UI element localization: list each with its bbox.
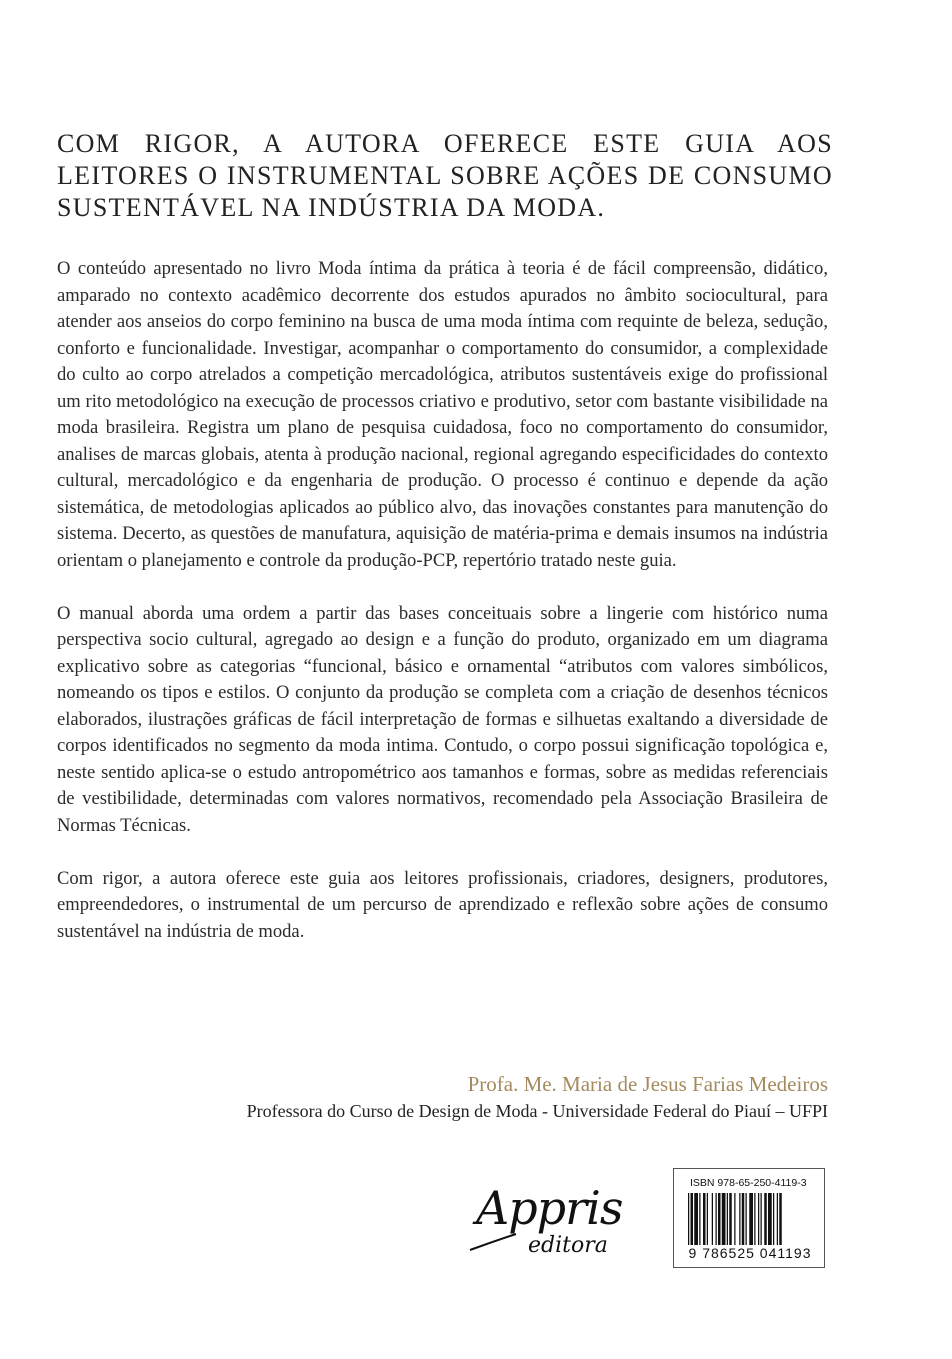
body-text xyxy=(57,256,828,972)
barcode-bar xyxy=(749,1193,753,1249)
headline: COM RIGOR, A AUTORA OFERECE ESTE GUIA AOS LEITORES O INSTRUMENTAL SOBRE AÇÕES DE CONSUMO SUSTENTÁVEL NA INDÚSTRIA DA MODA. xyxy=(57,129,833,222)
barcode-bar xyxy=(754,1193,755,1249)
barcode-bar xyxy=(694,1193,698,1249)
barcode-bar xyxy=(734,1193,735,1249)
author-name: Profa. Me. Maria de Jesus Farias Medeiros xyxy=(467,1072,828,1096)
barcode-bar xyxy=(761,1193,762,1249)
barcode-bar xyxy=(742,1193,745,1249)
paragraph: Com rigor, a autora oferece este guia aos leitores profissionais, criadores, designers, produtores, empreendedores, o instrumental de um percurso de aprendizado e reflexão sobre ações de consumo sustentável na indústria de moda. xyxy=(57,867,828,942)
barcode-bar xyxy=(773,1193,774,1249)
paragraph: O manual aborda uma ordem a partir das bases conceituais sobre a lingerie com histórico numa perspectiva socio cultural, agregado ao design e a função do produto, organizado em um diagrama explicativo sobre as categorias “funcional, básico e ornamental “atributos com valores simbólicos, nomeando os tipos e estilos. O conjunto da produção se completa com a criação de desenhos técnicos elaborados, ilustrações gráficas de fácil interpretação de formas e silhuetas exaltando a diversidade de corpos identificados no segmento da moda intima. Contudo, o corpo possui significação topológica e, neste sentido aplica-se o estudo antropométrico aos tamanhos e formas, sobre as medidas referenciais de vestibilidade, determinadas com valores normativos, recomendado pela Associação Brasileira de Normas Técnicas. xyxy=(57,602,828,836)
barcode-digits: 9 786525 041193 xyxy=(682,1245,818,1261)
publisher-sub: editora xyxy=(528,1233,608,1258)
barcode-bar xyxy=(699,1193,700,1249)
barcode-bar xyxy=(712,1193,713,1249)
barcode-bar xyxy=(703,1193,706,1249)
barcode-bar xyxy=(768,1193,772,1249)
barcode-box xyxy=(673,1168,825,1268)
paragraph: O conteúdo apresentado no livro Moda íntima da prática à teoria é de fácil compreensão, didático, amparado no contexto acadêmico decorrente dos estudos apurados no âmbito sociocultural, para atender aos anseios do corpo feminino na busca de uma moda íntima com requinte de beleza, sedução, conforto e funcionalidade. Investigar, acompanhar o comportamento do consumidor, a complexidade do culto ao corpo atrelados a competição mercadológica, atributos sustentáveis exige do profissional um rito metodológico na execução de processos criativo e produtivo, setor com bastante visibilidade na moda brasileira. Registra um plano de pesquisa cuidadosa, foco no comportamento do consumidor, analises de marcas globais, atenta à produção nacional, regional agregando especificidades do contexto cultural, mercadológico e da engenharia de produção. O processo é continuo e depende da ação sistemática, de metodologias aplicados ao público alvo, das inovações constantes para manutenção do sistema. Decerto, as questões de manufatura, aquisição de matéria-prima e demais insumos na indústria orientam o planejamento e controle da produção-PCP, repertório tratado neste guia. xyxy=(57,258,828,571)
barcode-bar xyxy=(729,1193,732,1249)
appris-logo-icon xyxy=(462,1172,642,1262)
barcode-bar xyxy=(688,1193,689,1249)
barcode-bar xyxy=(758,1193,759,1249)
publisher-logo xyxy=(462,1172,642,1262)
barcode-bar xyxy=(764,1193,767,1249)
author-role: Professora do Curso de Design de Moda - Universidade Federal do Piauí – UFPI xyxy=(246,1101,828,1121)
publisher-name: Appris xyxy=(476,1181,623,1235)
barcode-bar xyxy=(716,1193,717,1249)
barcode-bar xyxy=(777,1193,778,1249)
barcode-bar xyxy=(718,1193,721,1249)
isbn-label: ISBN 978-65-250-4119-3 xyxy=(690,1177,807,1189)
signature-block xyxy=(247,1070,828,1124)
barcode-bar xyxy=(707,1193,708,1249)
barcode-icon xyxy=(688,1193,812,1249)
barcode-bar xyxy=(722,1193,726,1249)
barcode-bar xyxy=(739,1193,740,1249)
barcode-bar xyxy=(746,1193,747,1249)
barcode-bar xyxy=(691,1193,694,1249)
barcode-bar xyxy=(779,1193,782,1249)
barcode-bar xyxy=(727,1193,728,1249)
